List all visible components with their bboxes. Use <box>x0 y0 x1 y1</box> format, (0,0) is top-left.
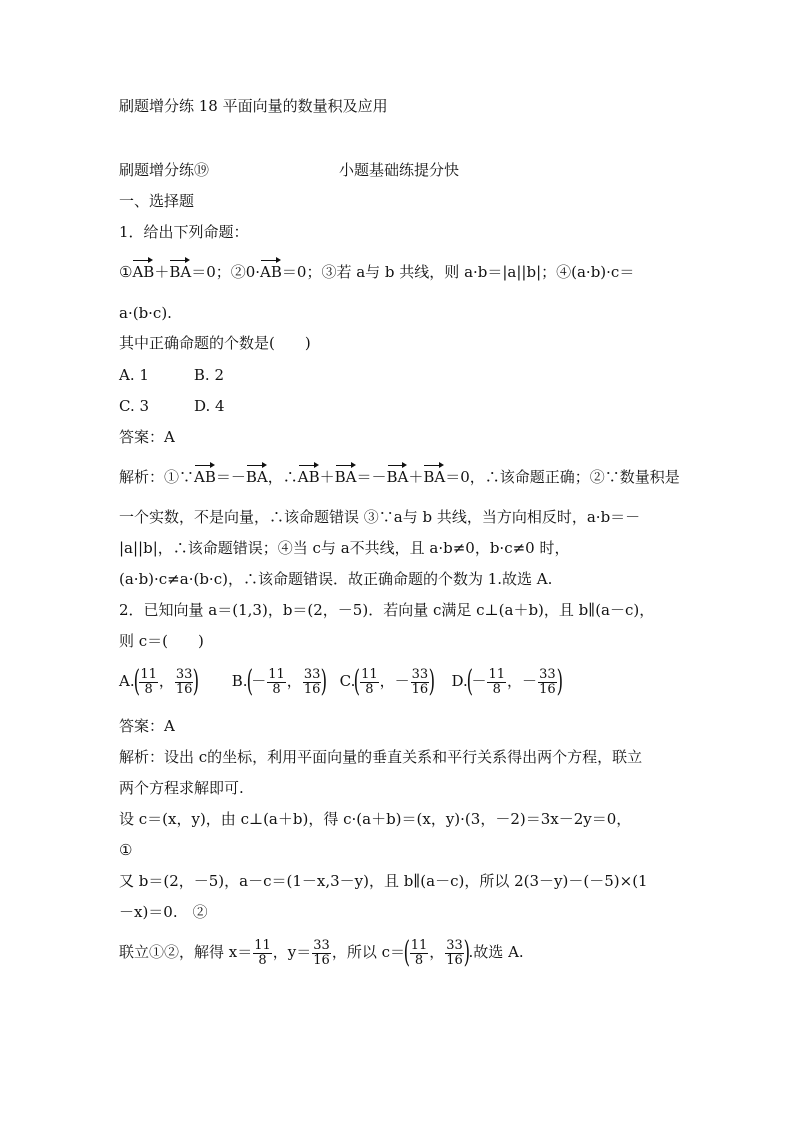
q1-analysis-line3: |a||b|，∴该命题错误；④当 c与 a不共线，且 a·b≠0，b·c≠0 时， <box>119 539 570 557</box>
vector-ba: BA <box>423 468 446 486</box>
part-heading: 一、选择题 <box>119 192 195 210</box>
q2-option-a: A.( $\frac{11}{8}$ ， $\frac{33}{16}$ ) <box>119 664 200 699</box>
q2-analysis-line7: 联立①②，解得 x＝ $\frac{11}{8}$ ，y＝ $\frac{33}{16}$ ，所以 c＝( $\frac{11}{8}$ ， $\frac{33}{16}$ ).故选 A. <box>119 935 524 970</box>
q1-props-b: a·(b·c). <box>119 304 172 322</box>
vector-ab: AB <box>132 263 155 281</box>
q2-stem-line2: 则 c＝( ) <box>119 632 204 650</box>
q1-ask: 其中正确命题的个数是( ) <box>119 334 311 352</box>
section-left: 刷题增分练⑲ <box>119 161 210 179</box>
q2-answer: 答案：A <box>119 717 175 735</box>
vector-ab: AB <box>194 468 216 486</box>
q2-analysis-line6: －x)＝0. ② <box>119 903 208 921</box>
q2-analysis-line4: ① <box>119 841 133 859</box>
q2-stem-line1: 2．已知向量 a＝(1,3)，b＝(2，－5)．若向量 c满足 c⊥(a＋b)，且 b∥(a－c)， <box>119 601 655 619</box>
q1-analysis-line1: 解析：①∵AB＝－BA，∴AB＋BA＝－BA＋BA＝0，∴该命题正确；②∵数量积是 <box>119 468 680 486</box>
q2-analysis-line2: 两个方程求解即可. <box>119 779 244 797</box>
q1-props-a: ①AB＋BA＝0；②0·AB＝0；③若 a与 b 共线，则 a·b＝|a||b|；④(a·b)·c＝ <box>119 263 635 281</box>
vector-ba: BA <box>334 468 357 486</box>
vector-ba: BA <box>169 263 192 281</box>
q1-options-ab: A. 1 B. 2 <box>119 366 225 384</box>
vector-ba: BA <box>386 468 409 486</box>
section-right: 小题基础练提分快 <box>339 161 460 179</box>
q2-analysis-line1: 解析：设出 c的坐标，利用平面向量的垂直关系和平行关系得出两个方程，联立 <box>119 748 643 766</box>
vector-ab: AB <box>260 263 282 281</box>
section-header <box>119 160 460 180</box>
q1-options-cd: C. 3 D. 4 <box>119 397 225 415</box>
q2-option-d: D.(－ $\frac{11}{8}$ ，－ $\frac{33}{16}$ ) <box>451 664 563 699</box>
q2-option-c: C.( $\frac{11}{8}$ ，－ $\frac{33}{16}$ ) <box>339 664 436 699</box>
q2-option-b: B.(－ $\frac{11}{8}$ ， $\frac{33}{16}$ ) <box>231 664 328 699</box>
q2-options <box>119 664 561 698</box>
q1-answer: 答案：A <box>119 428 175 446</box>
vector-ab: AB <box>297 468 320 486</box>
q1-analysis-line2: 一个实数，不是向量，∴该命题错误 ③∵a与 b 共线，当方向相反时，a·b＝－ <box>119 508 641 526</box>
page-title: 刷题增分练 18 平面向量的数量积及应用 <box>119 97 388 115</box>
q2-analysis-line5: 又 b＝(2，－5)，a－c＝(1－x,3－y)，且 b∥(a－c)，所以 2(3－y)－(－5)×(1 <box>119 872 648 890</box>
q1-stem: 1．给出下列命题： <box>119 223 249 241</box>
q1-analysis-line4: (a·b)·c≠a·(b·c)，∴该命题错误．故正确命题的个数为 1.故选 A. <box>119 570 553 588</box>
q2-analysis-line3: 设 c＝(x，y)，由 c⊥(a＋b)，得 c·(a＋b)＝(x，y)·(3，－2)＝3x－2y＝0， <box>119 810 632 828</box>
vector-ba: BA <box>245 468 268 486</box>
